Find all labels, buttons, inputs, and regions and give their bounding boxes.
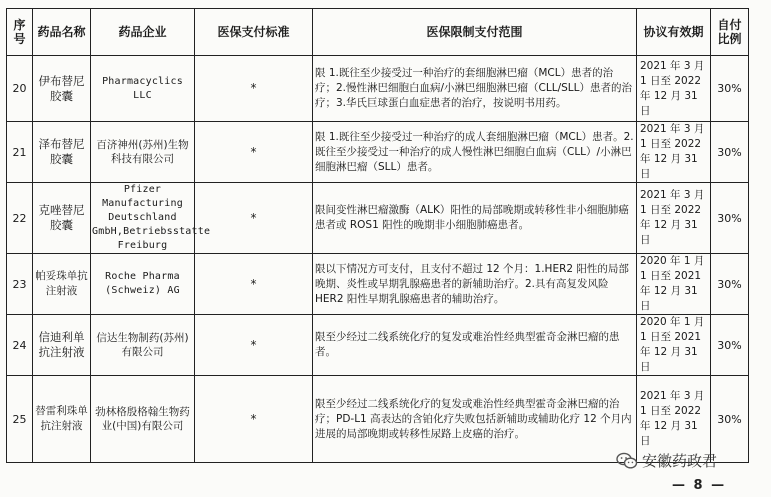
header-row [7,9,749,56]
header-payment-standard: 医保支付标准 [195,9,313,56]
header-company: 药品企业 [91,9,195,56]
row-number: 25 [7,376,33,463]
row-number: 20 [7,56,33,122]
table-row [7,315,749,376]
table-row [7,254,749,315]
payment-scope: 限 1.既往至少接受过一种治疗的成人套细胞淋巴瘤（MCL）患者。2.既往至少接受过一种治疗的成人慢性淋巴细胞白血病（CLL）/小淋巴细胞淋巴瘤（SLL）患者。 [313,122,637,183]
self-pay-ratio: 30% [711,254,749,315]
row-number: 24 [7,315,33,376]
company-name: Pharmacyclics LLC [91,56,195,122]
drug-name: 泽布替尼胶囊 [33,122,91,183]
company-name: Roche Pharma (Schweiz) AG [91,254,195,315]
payment-standard: * [195,122,313,183]
validity-period: 2021 年 3 月 1 日至 2022 年 12 月 31 日 [637,122,711,183]
company-name: 百济神州(苏州)生物科技有限公司 [91,122,195,183]
company-name: 勃林格殷格翰生物药业(中国)有限公司 [91,376,195,463]
header-payment-scope: 医保限制支付范围 [313,9,637,56]
header-self-pay-ratio: 自付比例 [711,9,749,56]
drug-name: 信迪利单抗注射液 [33,315,91,376]
watermark-text: 安徽药政君 [642,452,718,470]
self-pay-ratio: 30% [711,376,749,463]
payment-standard: * [195,254,313,315]
wechat-icon [616,452,638,470]
drug-name: 伊布替尼胶囊 [33,56,91,122]
header-no: 序号 [7,9,33,56]
payment-standard: * [195,183,313,254]
payment-standard: * [195,56,313,122]
validity-period: 2021 年 3 月 1 日至 2022 年 12 月 31 日 [637,56,711,122]
self-pay-ratio: 30% [711,122,749,183]
row-number: 23 [7,254,33,315]
payment-scope: 限以下情况方可支付，且支付不超过 12 个月：1.HER2 阳性的局部晚期、炎性或早期乳腺癌患者的新辅助治疗。2.具有高复发风险 HER2 阳性早期乳腺癌患者的辅助治疗。 [313,254,637,315]
validity-period: 2020 年 1 月 1 日至 2021 年 12 月 31 日 [637,315,711,376]
company-name: 信达生物制药(苏州)有限公司 [91,315,195,376]
table-row [7,183,749,254]
payment-scope: 限 1.既往至少接受过一种治疗的套细胞淋巴瘤（MCL）患者的治疗；2.慢性淋巴细胞白血病/小淋巴细胞淋巴瘤（CLL/SLL）患者的治疗；3.华氏巨球蛋白血症患者的治疗，按说明书用药。 [313,56,637,122]
payment-standard: * [195,315,313,376]
drug-table [6,8,749,463]
watermark [616,450,717,471]
header-drug-name: 药品名称 [33,9,91,56]
validity-period: 2021 年 3 月 1 日至 2022 年 12 月 31 日 [637,183,711,254]
self-pay-ratio: 30% [711,315,749,376]
payment-scope: 限间变性淋巴瘤激酶（ALK）阳性的局部晚期或转移性非小细胞肺癌患者或 ROS1 阳性的晚期非小细胞肺癌患者。 [313,183,637,254]
header-validity-period: 协议有效期 [637,9,711,56]
payment-scope: 限至少经过二线系统化疗的复发或难治性经典型霍奇金淋巴瘤的治疗；PD-L1 高表达的含铂化疗失败包括新辅助或辅助化疗 12 个月内进展的局部晚期或转移性尿路上皮癌的治疗。 [313,376,637,463]
row-number: 22 [7,183,33,254]
drug-name: 帕妥珠单抗注射液 [33,254,91,315]
validity-period: 2020 年 1 月 1 日至 2021 年 12 月 31 日 [637,254,711,315]
self-pay-ratio: 30% [711,183,749,254]
validity-period: 2021 年 3 月 1 日至 2022 年 12 月 31 日 [637,376,711,463]
payment-scope: 限至少经过二线系统化疗的复发或难治性经典型霍奇金淋巴瘤的患者。 [313,315,637,376]
drug-name: 克唑替尼胶囊 [33,183,91,254]
payment-standard: * [195,376,313,463]
drug-name: 替雷利珠单抗注射液 [33,376,91,463]
table-row [7,56,749,122]
page-number: — 8 — [672,478,727,493]
row-number: 21 [7,122,33,183]
table-row [7,122,749,183]
company-name: Pfizer Manufacturing Deutschland GmbH,Betriebsstatte Freiburg [91,183,195,254]
self-pay-ratio: 30% [711,56,749,122]
